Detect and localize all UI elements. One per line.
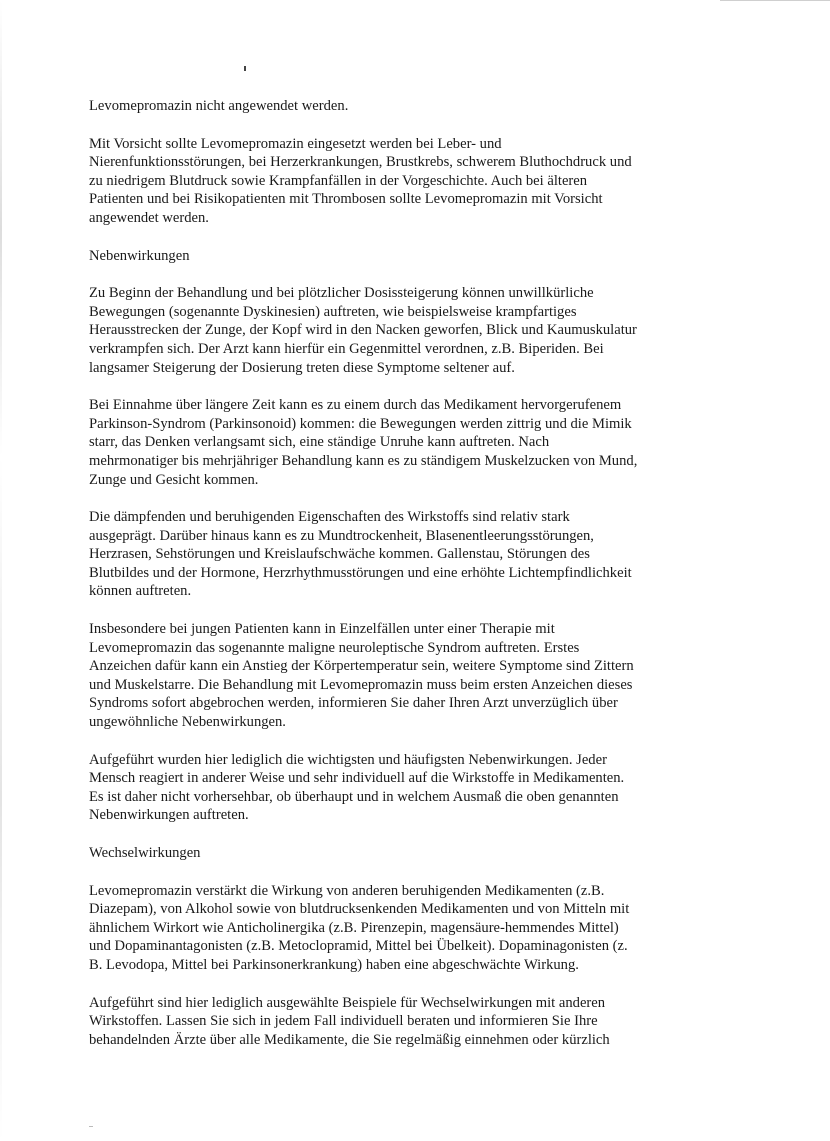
text-line: Blutbildes und der Hormone, Herzrhythmusstörungen und eine erhöhte Lichtempfindlichkeit xyxy=(89,564,632,581)
text-line: starr, das Denken verlangsamt sich, eine ständige Unruhe kann auftreten. Nach xyxy=(89,434,550,451)
paragraph xyxy=(89,994,709,1050)
text-line: Levomepromazin verstärkt die Wirkung von anderen beruhigenden Medikamenten (z.B. xyxy=(89,882,605,899)
text-line: Aufgeführt sind hier lediglich ausgewählte Beispiele für Wechselwirkungen mit anderen xyxy=(89,994,606,1011)
scan-speck xyxy=(89,1126,93,1127)
section-heading xyxy=(89,844,709,863)
text-line: Levomepromazin das sogenannte maligne neuroleptische Syndrom auftreten. Erstes xyxy=(89,639,580,656)
text-line: ungewöhnliche Nebenwirkungen. xyxy=(89,714,286,731)
scan-speck xyxy=(244,66,246,71)
text-line: Insbesondere bei jungen Patienten kann in Einzelfällen unter einer Therapie mit xyxy=(89,621,555,638)
text-line: ähnlichem Wirkort wie Anticholinergika (z.B. Pirenzepin, magensäure-hemmendes Mittel) xyxy=(89,919,619,936)
text-line: Nebenwirkungen auftreten. xyxy=(89,807,249,824)
text-line: Es ist daher nicht vorhersehbar, ob überhaupt und in welchem Ausmaß die oben genannten xyxy=(89,788,619,805)
document-body xyxy=(89,97,709,1068)
text-line: Levomepromazin nicht angewendet werden. xyxy=(89,98,349,114)
paragraph xyxy=(89,882,709,975)
paragraph xyxy=(89,97,709,116)
text-line: Anzeichen dafür kann ein Anstieg der Körpertemperatur sein, weitere Symptome sind Zittern xyxy=(89,658,634,675)
text-line: Syndroms sofort abgebrochen werden, informieren Sie daher Ihren Arzt unverzüglich über xyxy=(89,695,618,712)
text-line: Patienten und bei Risikopatienten mit Thrombosen sollte Levomepromazin mit Vorsicht xyxy=(89,191,603,208)
text-line: und Dopaminantagonisten (z.B. Metoclopramid, Mittel bei Übelkeit). Dopaminagonisten (z. xyxy=(89,938,628,955)
text-line: Zu Beginn der Behandlung und bei plötzlicher Dosissteigerung können unwillkürliche xyxy=(89,285,594,302)
text-line: Wechselwirkungen xyxy=(89,845,201,861)
paragraph xyxy=(89,508,709,601)
text-line: können auftreten. xyxy=(89,583,192,600)
text-line: Parkinson-Syndrom (Parkinsonoid) kommen: die Bewegungen werden zittrig und die Mimik xyxy=(89,415,632,432)
paragraph xyxy=(89,284,709,377)
text-line: ausgeprägt. Darüber hinaus kann es zu Mundtrockenheit, Blasenentleerungsstörungen, xyxy=(89,527,594,544)
text-line: Herzrasen, Sehstörungen und Kreislaufschwäche kommen. Gallenstau, Störungen des xyxy=(89,546,590,563)
text-line: und Muskelstarre. Die Behandlung mit Levomepromazin muss beim ersten Anzeichen dieses xyxy=(89,676,633,693)
text-line: behandelnden Ärzte über alle Medikamente, die Sie regelmäßig einnehmen oder kürzlich xyxy=(89,1031,610,1048)
text-line: Wirkstoffen. Lassen Sie sich in jedem Fall individuell beraten und informieren Sie Ihre xyxy=(89,1013,598,1030)
section-heading xyxy=(89,247,709,266)
text-line: Nierenfunktionsstörungen, bei Herzerkrankungen, Brustkrebs, schwerem Bluthochdruck und xyxy=(89,154,632,171)
text-line: B. Levodopa, Mittel bei Parkinsonerkrankung) haben eine abgeschwächte Wirkung. xyxy=(89,956,579,973)
text-line: Diazepam), von Alkohol sowie von blutdrucksenkenden Medikamenten und von Mitteln mit xyxy=(89,901,630,918)
paragraph xyxy=(89,751,709,825)
scan-left-edge xyxy=(0,0,2,1141)
text-line: mehrmonatiger bis mehrjähriger Behandlung kann es zu ständigem Muskelzucken von Mund, xyxy=(89,452,638,469)
text-line: zu niedrigem Blutdruck sowie Krampfanfällen in der Vorgeschichte. Auch bei älteren xyxy=(89,172,588,189)
text-line: Bei Einnahme über längere Zeit kann es zu einem durch das Medikament hervorgerufenem xyxy=(89,397,622,414)
text-line: Bewegungen (sogenannte Dyskinesien) auftreten, wie beispielsweise krampfartiges xyxy=(89,303,577,320)
scan-edge-mark xyxy=(720,0,830,7)
text-line: Mit Vorsicht sollte Levomepromazin eingesetzt werden bei Leber- und xyxy=(89,135,502,152)
paragraph xyxy=(89,396,709,489)
text-line: langsamer Steigerung der Dosierung treten diese Symptome seltener auf. xyxy=(89,359,515,376)
text-line: Aufgeführt wurden hier lediglich die wichtigsten und häufigsten Nebenwirkungen. Jeder xyxy=(89,751,607,768)
paragraph xyxy=(89,620,709,732)
text-line: Nebenwirkungen xyxy=(89,247,190,264)
text-line: angewendet werden. xyxy=(89,209,209,226)
text-line: verkrampfen sich. Der Arzt kann hierfür ein Gegenmittel verordnen, z.B. Biperiden. Bei xyxy=(89,340,604,357)
text-line: Mensch reagiert in anderer Weise und sehr individuell auf die Wirkstoffe in Medikamenten. xyxy=(89,770,625,787)
text-line: Zunge und Gesicht kommen. xyxy=(89,471,259,488)
text-line: Herausstrecken der Zunge, der Kopf wird in den Nacken geworfen, Blick und Kaumuskulatur xyxy=(89,322,637,339)
paragraph xyxy=(89,135,709,228)
text-line: Die dämpfenden und beruhigenden Eigenschaften des Wirkstoffs sind relativ stark xyxy=(89,509,570,526)
